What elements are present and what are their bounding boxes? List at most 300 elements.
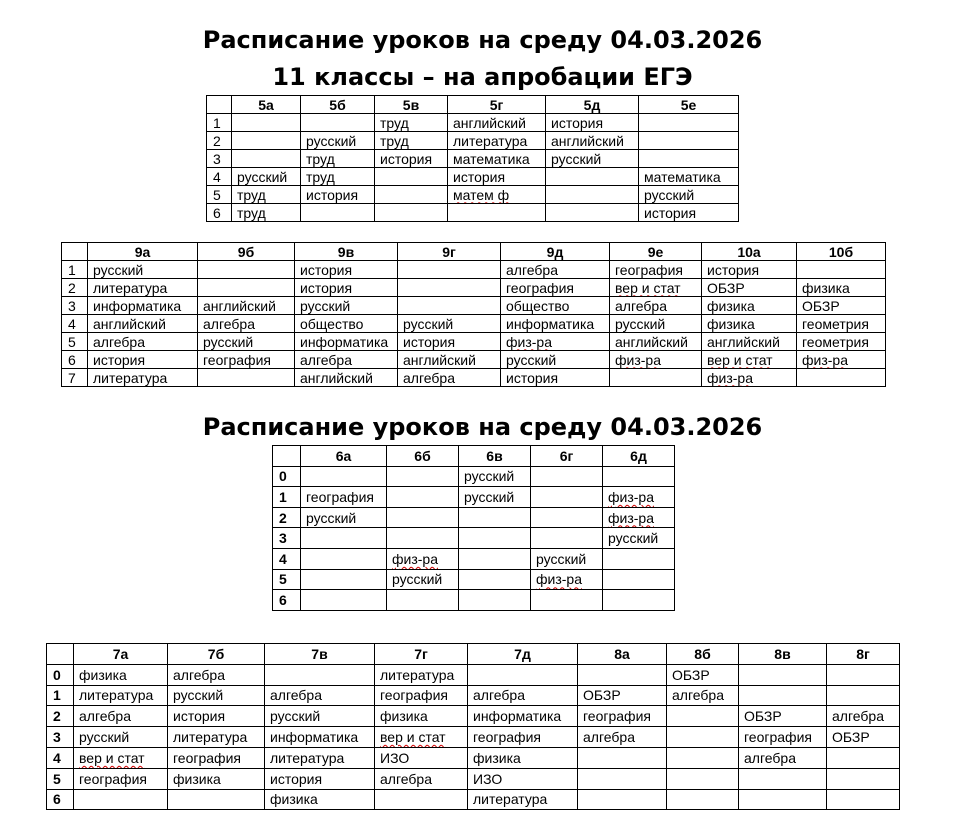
- lesson-subject: алгебра: [506, 261, 558, 278]
- lesson-subject: история: [644, 204, 697, 221]
- lesson-cell: [603, 569, 675, 590]
- lesson-cell: [301, 507, 387, 528]
- lesson-subject: физ-ра: [506, 333, 552, 350]
- lesson-cell: [387, 548, 459, 569]
- lesson-number-cell: 2: [47, 706, 74, 727]
- lesson-subject: литература: [380, 666, 455, 683]
- lesson-cell: [702, 351, 797, 369]
- lesson-cell: [603, 487, 675, 508]
- lesson-number-cell: 4: [47, 747, 74, 768]
- lesson-cell: [375, 727, 468, 748]
- lesson-cell: [198, 369, 295, 387]
- lesson-subject: алгебра: [744, 749, 796, 766]
- header-row: [47, 644, 900, 665]
- lesson-subject: география: [615, 261, 683, 278]
- lesson-subject: ОБЗР: [672, 666, 710, 683]
- lesson-subject: история: [380, 150, 433, 167]
- lesson-cell: [232, 204, 301, 222]
- lesson-cell: [198, 351, 295, 369]
- lesson-cell: [797, 297, 886, 315]
- lesson-cell: [232, 150, 301, 168]
- lesson-subject: ОБЗР: [802, 297, 840, 314]
- lesson-cell: [531, 569, 603, 590]
- lesson-subject: алгебра: [270, 687, 322, 704]
- table-row: [273, 528, 675, 549]
- lesson-cell: [265, 685, 375, 706]
- header-row: [207, 96, 739, 114]
- lesson-subject: русский: [79, 729, 130, 746]
- lesson-cell: [739, 789, 827, 810]
- lesson-subject: литература: [93, 279, 168, 296]
- lesson-cell: [797, 315, 886, 333]
- lesson-number-cell: 3: [273, 528, 301, 549]
- table-row: [47, 685, 900, 706]
- grade-9-10-schedule-table: [61, 242, 886, 387]
- lesson-cell: [639, 168, 739, 186]
- lesson-subject: английский: [707, 333, 780, 350]
- lesson-cell: [375, 186, 448, 204]
- lesson-cell: [74, 727, 168, 748]
- class-header-cell: 10б: [797, 243, 886, 261]
- class-header-cell: 7а: [74, 644, 168, 665]
- lesson-cell: [168, 747, 265, 768]
- lesson-subject: русский: [392, 571, 443, 588]
- lesson-cell: [375, 685, 468, 706]
- class-header-cell: 5е: [639, 96, 739, 114]
- lesson-subject: матем ф: [453, 186, 510, 203]
- lesson-cell: [702, 333, 797, 351]
- lesson-cell: [739, 685, 827, 706]
- lesson-cell: [301, 487, 387, 508]
- table-row: [62, 351, 886, 369]
- lesson-cell: [295, 279, 398, 297]
- table-row: [47, 664, 900, 685]
- lesson-cell: [531, 528, 603, 549]
- lesson-subject: история: [551, 114, 604, 131]
- lesson-subject: география: [173, 749, 241, 766]
- lesson-subject: алгебра: [173, 666, 225, 683]
- lesson-cell: [501, 261, 610, 279]
- lesson-cell: [398, 333, 501, 351]
- lesson-subject: английский: [403, 351, 476, 368]
- lesson-cell: [375, 168, 448, 186]
- lesson-subject: русский: [300, 297, 351, 314]
- lesson-subject: география: [583, 708, 651, 725]
- lesson-subject: история: [506, 369, 559, 386]
- lesson-subject: английский: [203, 297, 276, 314]
- lesson-cell: [546, 204, 639, 222]
- lesson-cell: [301, 114, 375, 132]
- table-row: [62, 279, 886, 297]
- lesson-cell: [546, 186, 639, 204]
- lesson-cell: [610, 333, 702, 351]
- lesson-subject: литература: [93, 369, 168, 386]
- table-row: [62, 261, 886, 279]
- lesson-cell: [578, 747, 667, 768]
- lesson-cell: [459, 590, 531, 611]
- lesson-subject: геометрия: [802, 333, 869, 350]
- lesson-subject: английский: [453, 114, 526, 131]
- lesson-subject: литература: [453, 132, 528, 149]
- lesson-subject: информатика: [506, 315, 595, 332]
- lesson-subject: русский: [608, 530, 659, 547]
- lesson-number-cell: 6: [47, 789, 74, 810]
- lesson-subject: география: [744, 729, 812, 746]
- lesson-subject: ОБЗР: [583, 687, 621, 704]
- class-header-cell: 5б: [301, 96, 375, 114]
- lesson-cell: [198, 297, 295, 315]
- lesson-subject: информатика: [93, 297, 182, 314]
- lesson-subject: физика: [173, 770, 221, 787]
- lesson-subject: информатика: [300, 333, 389, 350]
- lesson-subject: труд: [380, 132, 409, 149]
- lesson-cell: [198, 279, 295, 297]
- lesson-cell: [702, 315, 797, 333]
- lesson-cell: [468, 727, 578, 748]
- table-row: [273, 548, 675, 569]
- lesson-subject: география: [506, 279, 574, 296]
- header-corner-cell: [62, 243, 88, 261]
- lesson-cell: [459, 487, 531, 508]
- header-row: [273, 446, 675, 467]
- lesson-subject: история: [453, 168, 506, 185]
- lesson-subject: литература: [79, 687, 154, 704]
- lesson-subject: география: [203, 351, 271, 368]
- table-row: [47, 789, 900, 810]
- lesson-cell: [375, 150, 448, 168]
- lesson-number-cell: 4: [207, 168, 232, 186]
- lesson-cell: [827, 768, 900, 789]
- lesson-subject: ИЗО: [473, 770, 503, 787]
- lesson-number-cell: 2: [62, 279, 88, 297]
- lesson-cell: [448, 132, 546, 150]
- lesson-subject: история: [300, 261, 353, 278]
- lesson-cell: [168, 685, 265, 706]
- lesson-subject: физ-ра: [707, 369, 753, 386]
- lesson-cell: [375, 768, 468, 789]
- lesson-subject: физ-ра: [392, 550, 438, 567]
- schedule-title: Расписание уроков на среду 04.03.2026: [202, 26, 763, 54]
- lesson-cell: [702, 279, 797, 297]
- lesson-subject: информатика: [473, 708, 562, 725]
- lesson-subject: математика: [453, 150, 530, 167]
- lesson-cell: [797, 351, 886, 369]
- lesson-number-cell: 6: [207, 204, 232, 222]
- lesson-subject: физика: [270, 791, 318, 808]
- lesson-subject: ОБЗР: [744, 708, 782, 725]
- lesson-cell: [232, 186, 301, 204]
- lesson-subject: физ-ра: [536, 571, 582, 588]
- table-row: [207, 186, 739, 204]
- lesson-subject: общество: [506, 297, 570, 314]
- lesson-cell: [501, 315, 610, 333]
- lesson-cell: [468, 685, 578, 706]
- lesson-subject: вер и стат: [615, 279, 681, 296]
- lesson-subject: алгебра: [380, 770, 432, 787]
- lesson-cell: [797, 333, 886, 351]
- lesson-cell: [639, 204, 739, 222]
- lesson-cell: [375, 706, 468, 727]
- lesson-cell: [531, 487, 603, 508]
- lesson-subject: русский: [173, 687, 224, 704]
- class-header-cell: 9в: [295, 243, 398, 261]
- lesson-cell: [603, 466, 675, 487]
- lesson-cell: [398, 369, 501, 387]
- lesson-subject: алгебра: [79, 708, 131, 725]
- lesson-subject: география: [380, 687, 448, 704]
- lesson-subject: география: [306, 488, 374, 505]
- lesson-number-cell: 2: [207, 132, 232, 150]
- lesson-subject: алгебра: [473, 687, 525, 704]
- table-row: [207, 132, 739, 150]
- lesson-subject: труд: [380, 114, 409, 131]
- lesson-cell: [468, 706, 578, 727]
- lesson-cell: [501, 279, 610, 297]
- lesson-cell: [546, 114, 639, 132]
- lesson-cell: [198, 315, 295, 333]
- header-row: [62, 243, 886, 261]
- header-corner-cell: [47, 644, 74, 665]
- lesson-cell: [501, 333, 610, 351]
- schedule-title-second: Расписание уроков на среду 04.03.2026: [202, 413, 763, 441]
- class-header-cell: 9е: [610, 243, 702, 261]
- lesson-cell: [667, 685, 739, 706]
- lesson-cell: [448, 168, 546, 186]
- lesson-number-cell: 0: [47, 664, 74, 685]
- header-corner-cell: [273, 446, 301, 467]
- lesson-cell: [578, 768, 667, 789]
- lesson-subject: история: [300, 279, 353, 296]
- lesson-subject: алгебра: [583, 729, 635, 746]
- lesson-subject: литература: [473, 791, 548, 808]
- class-header-cell: 5а: [232, 96, 301, 114]
- lesson-cell: [88, 369, 198, 387]
- lesson-cell: [667, 747, 739, 768]
- lesson-cell: [610, 279, 702, 297]
- lesson-subject: русский: [306, 509, 357, 526]
- lesson-cell: [448, 150, 546, 168]
- lesson-cell: [603, 590, 675, 611]
- lesson-cell: [578, 706, 667, 727]
- lesson-cell: [232, 168, 301, 186]
- lesson-cell: [827, 789, 900, 810]
- lesson-cell: [827, 685, 900, 706]
- lesson-subject: физика: [802, 279, 850, 296]
- lesson-cell: [468, 789, 578, 810]
- lesson-cell: [448, 186, 546, 204]
- lesson-cell: [448, 204, 546, 222]
- class-header-cell: 6а: [301, 446, 387, 467]
- lesson-cell: [74, 789, 168, 810]
- lesson-number-cell: 1: [62, 261, 88, 279]
- table-row: [47, 768, 900, 789]
- table-row: [273, 590, 675, 611]
- lesson-cell: [88, 279, 198, 297]
- class-header-cell: 7г: [375, 644, 468, 665]
- lesson-subject: русский: [403, 315, 454, 332]
- lesson-cell: [531, 507, 603, 528]
- lesson-cell: [501, 369, 610, 387]
- header-corner-cell: [207, 96, 232, 114]
- lesson-subject: английский: [615, 333, 688, 350]
- class-header-cell: 8в: [739, 644, 827, 665]
- lesson-cell: [88, 261, 198, 279]
- table-row: [62, 369, 886, 387]
- grade-7-8-schedule-table: [46, 643, 900, 810]
- lesson-cell: [448, 114, 546, 132]
- lesson-cell: [301, 528, 387, 549]
- class-header-cell: 6д: [603, 446, 675, 467]
- lesson-cell: [459, 569, 531, 590]
- lesson-cell: [610, 351, 702, 369]
- lesson-subject: труд: [306, 150, 335, 167]
- lesson-cell: [301, 150, 375, 168]
- lesson-cell: [603, 528, 675, 549]
- lesson-subject: русский: [536, 550, 587, 567]
- lesson-subject: английский: [93, 315, 166, 332]
- lesson-cell: [387, 590, 459, 611]
- lesson-cell: [375, 204, 448, 222]
- class-header-cell: 6г: [531, 446, 603, 467]
- lesson-cell: [702, 297, 797, 315]
- class-header-cell: 9б: [198, 243, 295, 261]
- lesson-subject: физ-ра: [608, 509, 654, 526]
- lesson-cell: [387, 528, 459, 549]
- lesson-cell: [265, 768, 375, 789]
- lesson-number-cell: 0: [273, 466, 301, 487]
- lesson-cell: [168, 789, 265, 810]
- lesson-cell: [667, 727, 739, 748]
- lesson-subject: геометрия: [802, 315, 869, 332]
- lesson-subject: история: [93, 351, 146, 368]
- lesson-subject: алгебра: [672, 687, 724, 704]
- lesson-cell: [531, 548, 603, 569]
- class-header-cell: 5в: [375, 96, 448, 114]
- lesson-cell: [667, 706, 739, 727]
- lesson-cell: [639, 114, 739, 132]
- lesson-cell: [301, 548, 387, 569]
- lesson-cell: [265, 706, 375, 727]
- lesson-cell: [74, 768, 168, 789]
- lesson-cell: [578, 685, 667, 706]
- table-row: [207, 114, 739, 132]
- lesson-number-cell: 3: [47, 727, 74, 748]
- lesson-cell: [797, 279, 886, 297]
- lesson-number-cell: 7: [62, 369, 88, 387]
- lesson-cell: [667, 768, 739, 789]
- lesson-cell: [375, 789, 468, 810]
- lesson-subject: история: [707, 261, 760, 278]
- class-header-cell: 10а: [702, 243, 797, 261]
- lesson-cell: [301, 590, 387, 611]
- lesson-cell: [387, 487, 459, 508]
- class-header-cell: 7в: [265, 644, 375, 665]
- lesson-cell: [398, 261, 501, 279]
- lesson-subject: математика: [644, 168, 721, 185]
- lesson-cell: [295, 297, 398, 315]
- lesson-subject: русский: [270, 708, 321, 725]
- grade-6-schedule-table: [272, 445, 675, 611]
- lesson-cell: [739, 768, 827, 789]
- lesson-subject: физика: [473, 749, 521, 766]
- lesson-cell: [827, 664, 900, 685]
- lesson-subject: общество: [300, 315, 364, 332]
- lesson-subject: алгебра: [615, 297, 667, 314]
- lesson-number-cell: 3: [62, 297, 88, 315]
- lesson-subject: физ-ра: [615, 351, 661, 368]
- lesson-number-cell: 1: [207, 114, 232, 132]
- lesson-cell: [88, 315, 198, 333]
- lesson-subject: русский: [464, 468, 515, 485]
- lesson-subject: география: [79, 770, 147, 787]
- lesson-cell: [702, 369, 797, 387]
- lesson-subject: русский: [93, 261, 144, 278]
- lesson-subject: информатика: [270, 729, 359, 746]
- lesson-subject: ИЗО: [380, 749, 410, 766]
- lesson-number-cell: 5: [62, 333, 88, 351]
- lesson-cell: [702, 261, 797, 279]
- lesson-number-cell: 5: [273, 569, 301, 590]
- lesson-subject: вер и стат: [380, 729, 446, 746]
- lesson-number-cell: 1: [47, 685, 74, 706]
- lesson-subject: ОБЗР: [832, 729, 870, 746]
- lesson-cell: [88, 333, 198, 351]
- lesson-cell: [168, 727, 265, 748]
- lesson-subject: английский: [551, 132, 624, 149]
- lesson-subject: физ-ра: [802, 351, 848, 368]
- lesson-cell: [301, 132, 375, 150]
- class-header-cell: 9г: [398, 243, 501, 261]
- lesson-cell: [603, 507, 675, 528]
- lesson-cell: [168, 768, 265, 789]
- lesson-subject: алгебра: [403, 369, 455, 386]
- lesson-subject: литература: [173, 729, 248, 746]
- lesson-cell: [639, 150, 739, 168]
- lesson-cell: [198, 261, 295, 279]
- lesson-subject: русский: [464, 488, 515, 505]
- lesson-cell: [459, 466, 531, 487]
- class-header-cell: 9а: [88, 243, 198, 261]
- lesson-cell: [501, 297, 610, 315]
- lesson-subject: русский: [237, 168, 288, 185]
- lesson-number-cell: 5: [47, 768, 74, 789]
- lesson-cell: [74, 685, 168, 706]
- lesson-cell: [398, 279, 501, 297]
- lesson-cell: [74, 747, 168, 768]
- lesson-subject: алгебра: [832, 708, 884, 725]
- lesson-cell: [398, 297, 501, 315]
- lesson-cell: [667, 664, 739, 685]
- table-row: [273, 466, 675, 487]
- lesson-cell: [295, 333, 398, 351]
- table-row: [47, 727, 900, 748]
- lesson-subject: физика: [79, 666, 127, 683]
- lesson-cell: [301, 466, 387, 487]
- lesson-cell: [301, 168, 375, 186]
- lesson-cell: [468, 768, 578, 789]
- lesson-subject: русский: [644, 186, 695, 203]
- lesson-number-cell: 5: [207, 186, 232, 204]
- table-row: [273, 507, 675, 528]
- lesson-cell: [168, 706, 265, 727]
- lesson-cell: [639, 132, 739, 150]
- lesson-cell: [295, 369, 398, 387]
- lesson-subject: история: [306, 186, 359, 203]
- lesson-cell: [827, 727, 900, 748]
- lesson-cell: [546, 132, 639, 150]
- lesson-cell: [739, 706, 827, 727]
- lesson-cell: [301, 569, 387, 590]
